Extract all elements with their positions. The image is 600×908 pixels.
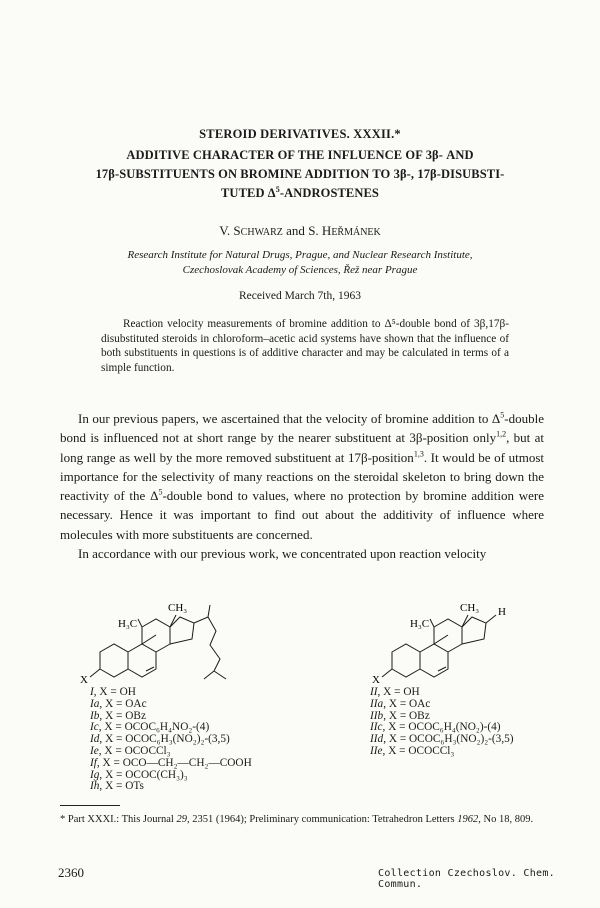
page-number: 2360 — [58, 865, 84, 880]
compound-separator: , X = — [98, 744, 125, 757]
compound-id: II — [370, 686, 378, 698]
compound-separator: , X = — [383, 709, 410, 722]
compound-separator: , X = — [93, 686, 120, 698]
compound-id: Id — [90, 733, 100, 746]
compound-substituent: OCOC₆H₃(NO₂)₂-(3,5) — [125, 733, 230, 746]
compound-substituent: OCOC₆H₄NO₂-(4) — [124, 721, 210, 734]
compound-substituent: OCOCCl₃ — [124, 744, 171, 757]
compound-substituent: OCOC(CH₃)₃ — [125, 768, 188, 781]
authors: V. SCHWARZ and S. HEŘMÁNEK — [219, 223, 381, 238]
abstract — [101, 317, 509, 375]
ch3-label: CH₃ — [460, 602, 480, 614]
compound-id: IIc — [370, 721, 383, 734]
title-line-3: 17β-SUBSTITUENTS ON BROMINE ADDITION TO 3β-, 17β-DISUBSTI- — [95, 167, 505, 181]
compound-separator: , X = — [383, 733, 410, 746]
footnote-rule — [60, 805, 120, 806]
compound-substituent: OCOC₆H₃(NO₂)₂-(3,5) — [409, 733, 514, 746]
paragraph-2: In accordance with our previous work, we concentrated upon reaction velocity — [78, 546, 487, 562]
compound-id: Ih — [90, 780, 100, 793]
affiliation-line-2: Czechoslovak Academy of Sciences, Řež near Prague — [182, 264, 418, 276]
compound-substituent: OAc — [409, 697, 431, 710]
compound-id: Ia — [90, 697, 100, 710]
title-line-2: ADDITIVE CHARACTER OF THE INFLUENCE OF 3β- AND — [126, 148, 474, 162]
compound-entry — [370, 746, 514, 758]
affiliation-line-1: Research Institute for Natural Drugs, Prague, and Nuclear Research Institute, — [127, 249, 473, 261]
compound-id: IIe — [370, 744, 383, 757]
compound-separator: , X = — [99, 697, 126, 710]
compound-substituent: OBz — [125, 709, 146, 722]
journal-name: Collection Czechoslov. Chem. Commun. — [378, 868, 555, 890]
paragraph-1: In our previous papers, we ascertained that the velocity of bromine addition to $\Delta^5$-double bond is influenced not at short range by the nearer substituent at 3β-position only$^{1,2}$, but at long range as well by the more removed substituent at 17β-position$^{1,3}$. It would be of utmost importance for the selectivity of many reactions on the steroidal skeleton to bring down the reactivity of the $\Delta^5$-double bond to values, where no protection by bromine addition were necessary. Hence it was important to find out about the additivity of influence where molecules with more substituents are concerned. — [60, 410, 544, 542]
compound-separator: , X = — [99, 733, 126, 746]
steroid-structure-right — [372, 597, 572, 687]
compound-separator: , X = — [377, 686, 404, 698]
compound-list-left — [90, 687, 252, 793]
title-line-1: STEROID DERIVATIVES. XXXII.* — [199, 127, 401, 141]
compound-substituent: OTs — [125, 780, 144, 793]
compound-substituent: OCO—CH₂—CH₂—COOH — [122, 756, 252, 769]
compound-separator: , X = — [98, 721, 125, 734]
compound-id: I — [90, 686, 94, 698]
body-text — [60, 409, 544, 563]
compound-id: If — [90, 756, 97, 769]
x-label: X — [80, 674, 88, 686]
compound-substituent: OH — [403, 686, 420, 698]
compound-entry — [90, 781, 252, 793]
compound-substituent: OBz — [409, 709, 430, 722]
compound-id: Ib — [90, 709, 100, 722]
compound-separator: , X = — [383, 697, 410, 710]
compound-id: Ie — [90, 744, 99, 757]
title-line-4: TUTED $\Delta^5$-ANDROSTENES — [221, 184, 379, 200]
compound-separator: , X = — [382, 744, 409, 757]
compound-substituent: OCOCCl₃ — [408, 744, 455, 757]
compound-id: IIb — [370, 709, 384, 722]
compound-substituent: OAc — [125, 697, 147, 710]
compound-list-right — [370, 687, 514, 758]
compound-id: Ic — [90, 721, 99, 734]
compound-separator: , X = — [99, 709, 126, 722]
compound-substituent: OCOC₆H₄(NO₂)-(4) — [408, 721, 501, 734]
h3c-label: H₃C — [410, 618, 430, 630]
compound-id: IIa — [370, 697, 384, 710]
compound-separator: , X = — [99, 768, 126, 781]
compound-separator: , X = — [99, 780, 126, 793]
x-label: X — [372, 674, 380, 686]
compound-separator: , X = — [382, 721, 409, 734]
received-date: Received March 7th, 1963 — [239, 290, 361, 302]
footnote: * Part XXXI.: This Journal 29, 2351 (1964); Preliminary communication: Tetrahedron Letters 1962, No 18, 809. — [60, 814, 534, 825]
compound-id: Ig — [90, 768, 100, 781]
compound-substituent: OH — [119, 686, 136, 698]
compound-id: IId — [370, 733, 384, 746]
compound-separator: , X = — [96, 756, 123, 769]
steroid-structure-left — [80, 597, 280, 687]
h-label: H — [498, 606, 506, 618]
ch3-label: CH₃ — [168, 602, 188, 614]
h3c-label: H₃C — [118, 618, 138, 630]
abstract-text: Reaction velocity measurements of bromine addition to Δ⁵-double bond of 3β,17β-disubstituted steroids in chloroform–acetic acid systems have shown that the influence of both substituents in questions is of additive character and may be calculated in terms of a simple function. — [101, 318, 509, 374]
